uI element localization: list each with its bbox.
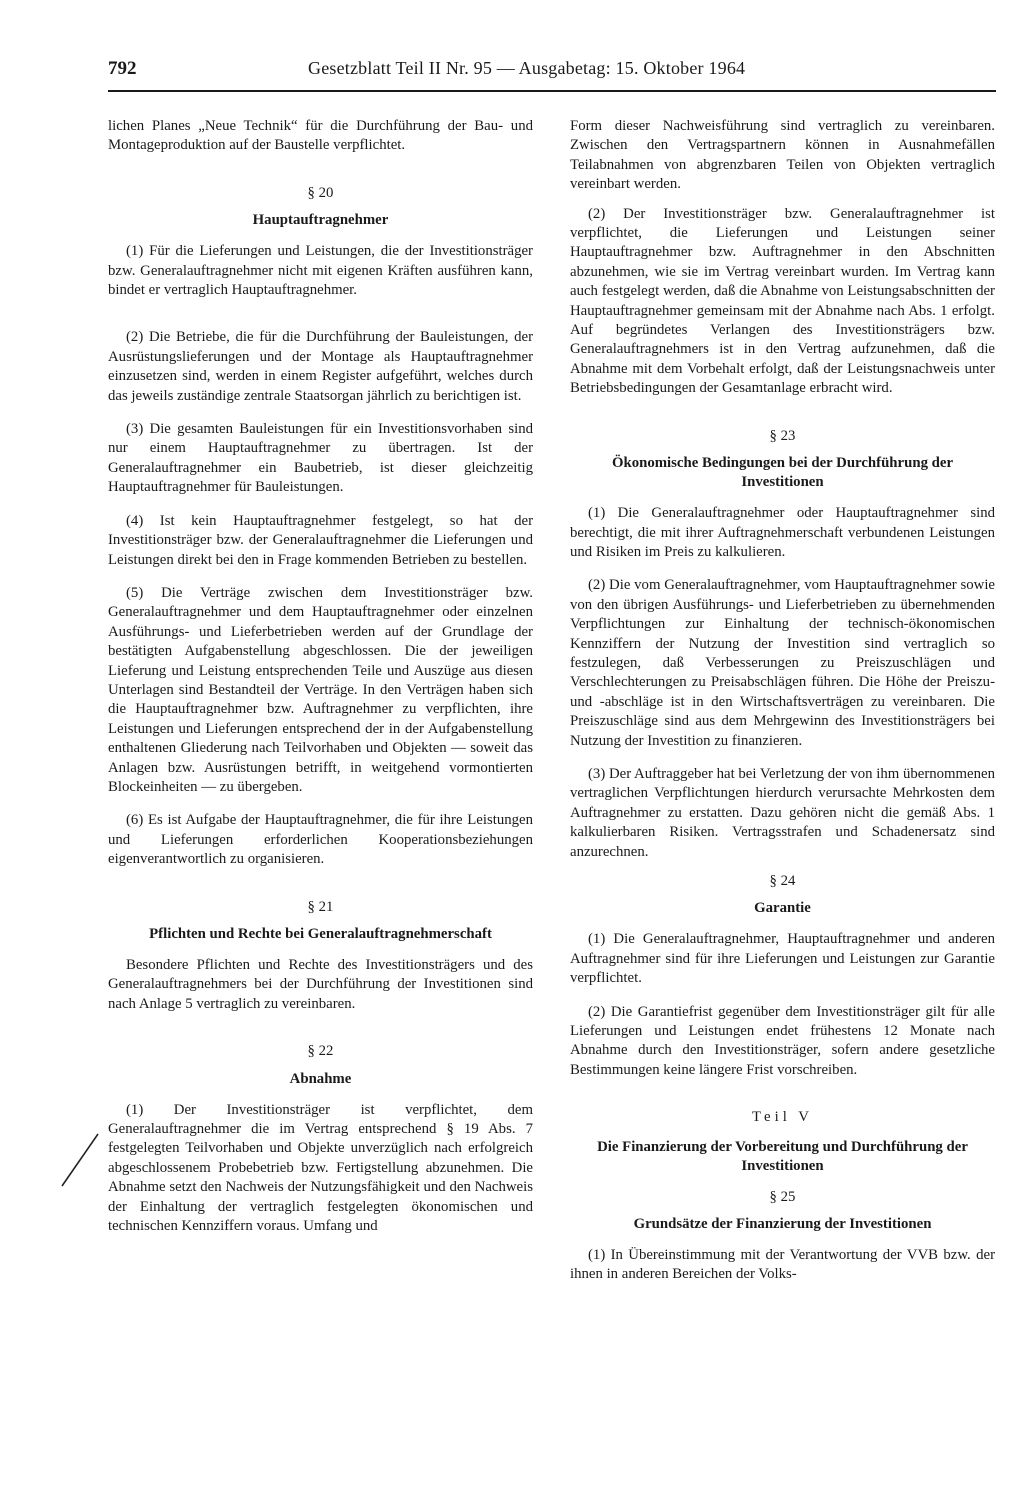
section-24-paragraph-1: (1) Die Generalauftragnehmer, Hauptauftragnehmer und anderen Auftragnehmer sind für ihre Lieferungen und Leistungen zur Garantie verpflichtet. — [570, 931, 995, 987]
section-25-title: Grundsätze der Finanzierung der Investitionen — [633, 1216, 932, 1233]
right-column — [570, 117, 995, 1285]
section-25-number: § 25 — [769, 1188, 796, 1205]
section-24-number: § 24 — [769, 873, 796, 889]
handwritten-margin-mark — [60, 1128, 120, 1188]
section-20-title: Hauptauftragnehmer — [252, 212, 389, 229]
section-21-title: Pflichten und Rechte bei Generalauftragnehmerschaft — [149, 926, 492, 942]
section-20-paragraph-1: (1) Für die Lieferungen und Leistungen, die der Investitionsträger bzw. Generalauftragnehmer nicht mit eigenen Kräften ausführen kann, bindet er vertraglich Hauptauftragnehmer. — [108, 243, 533, 299]
part-5-title: Die Finanzierung der Vorbereitung und Durchführung der Investitionen — [597, 1138, 968, 1174]
section-23-title: Ökonomische Bedingungen bei der Durchführung der Investitionen — [611, 455, 954, 491]
section-23-paragraph-1: (1) Die Generalauftragnehmer oder Hauptauftragnehmer sind berechtigt, die mit ihrer Auftragnehmerschaft verbundenen Leistungen und Risiken im Preis zu kalkulieren. — [570, 505, 995, 560]
section-22-paragraph-2: (2) Der Investitionsträger bzw. Generalauftragnehmer ist verpflichtet, die Lieferungen und Leistungen seiner Hauptauftragnehmer bzw. Auftragnehmer in den Abschnitten abzunehmen, wie sie im Vertrag vereinbart wurden. Im Vertrag kann auch festgelegt werden, daß die Abnahme von Leistungsabschnitten der Hauptauftragnehmer gemeinsam mit der Abnahme nach Abs. 1 erfolgt. Auf begründetes Verlangen des Investitionsträgers bzw. Generalauftragnehmers ist in den Vertrag aufzunehmen, daß die Abnahme mit dem Vorbehalt erfolgt, daß der Leistungsnachweis unter Betriebsbedingungen der Gesamtanlage erbracht wird. — [570, 205, 995, 397]
header-title: Gesetzblatt Teil II Nr. 95 — Ausgabetag: 15. Oktober 1964 — [308, 58, 746, 78]
page-number: 792 — [108, 58, 137, 79]
section-23-paragraph-2: (2) Die vom Generalauftragnehmer, vom Hauptauftragnehmer sowie von den übrigen Ausführungs- und Lieferbetrieben zu übernehmenden Verpflichtungen zur Einhaltung der technisch-ökonomischen Kennziffern der Nutzung der Investition sind vertraglich so festzulegen, daß Verbesserungen zu Preiszuschlägen und Verschlechterungen zu Preisabschlägen führen. Die Höhe der Preiszu- und -abschläge ist in den Wirtschaftsverträgen zu vereinbaren. Die Preiszuschläge sind aus dem Mehrgewinn des Investitionsträgers bei Nutzung der Investition zu finanzieren. — [570, 577, 995, 749]
header-rule — [108, 90, 996, 92]
section-23-paragraph-3: (3) Der Auftraggeber hat bei Verletzung der von ihm übernommenen vertraglichen Verpflichtungen hierdurch verursachte Mehrkosten dem Auftragnehmer zu erstatten. Dazu gehören nicht die gemäß Abs. 1 kalkulierbaren Risiken. Vertragsstrafen und Schadenersatz sind anzurechnen. — [570, 765, 995, 860]
section-22-title: Abnahme — [289, 1070, 352, 1087]
section-21-paragraph-1: Besondere Pflichten und Rechte des Investitionsträgers und des Generalauftragnehmers bei der Durchführung der Investitionen sind nach Anlage 5 vertraglich zu vereinbaren. — [108, 957, 533, 1012]
section-24-paragraph-2: (2) Die Garantiefrist gegenüber dem Investitionsträger gilt für alle Lieferungen und Leistungen endet frühestens 12 Monate nach Abnahme durch den Investitionsträger, sofern andere gesetzliche Bestimmungen keine längere Frist vorschreiben. — [570, 1003, 995, 1078]
section-22-paragraph-1-continued: Form dieser Nachweisführung sind vertraglich zu vereinbaren. Zwischen den Vertragspartnern können in Ausnahmefällen Teilabnahmen von abgrenzbaren Teilen von Objekten vertraglich vereinbart werden. — [570, 118, 995, 193]
section-22-paragraph-1: (1) Der Investitionsträger ist verpflichtet, dem Generalauftragnehmer die im Vertrag entsprechend § 19 Abs. 7 festgelegten Teilvorhaben und Objekte unverzüglich nach erfolgreich abgeschlossenem Probebetrieb bzw. Fertigstellung abzunehmen. Die Abnahme setzt den Nachweis der Nutzungsfähigkeit und den Nachweis der Einhaltung der vertraglich festgelegten ökonomischen und technischen Kennziffern voraus. Umfang und — [108, 1101, 533, 1235]
section-20-paragraph-6: (6) Es ist Aufgabe der Hauptauftragnehmer, die für ihre Leistungen und Lieferungen erforderlichen Kooperationsbeziehungen eigenverantwortlich zu organisieren. — [108, 812, 533, 868]
section-20-paragraph-5: (5) Die Verträge zwischen dem Investitionsträger bzw. Generalauftragnehmer und dem Hauptauftragnehmer oder einzelnen Ausführungs- und Lieferbetrieben werden auf der Grundlage der bestätigten Aufgabenstellung abgeschlossen. Die der jeweiligen Lieferung und Leistung entsprechenden Teile und Auszüge aus diesen Unterlagen sind Bestandteil der Verträge. In den Verträgen haben sich die Hauptauftragnehmer bzw. Auftragnehmer zu verpflichten, ihre Leistungen und Lieferungen entsprechend der in der Aufgabenstellung enthaltenen Gliederung nach Teilvorhaben und Objekten — soweit das Anlagen bzw. Ausrüstungen betrifft, in weitgehend vormontierten Blockeinheiten — zu übergeben. — [108, 584, 533, 795]
section-20-paragraph-2: (2) Die Betriebe, die für die Durchführung der Bauleistungen, der Ausrüstungslieferungen und der Montage als Hauptauftragnehmer einzusetzen sind, werden in einem Register aufgeführt, welches durch das jeweils zuständige zentrale Staatsorgan jährlich zu berichtigen ist. — [108, 329, 533, 404]
section-20-paragraph-4: (4) Ist kein Hauptauftragnehmer festgelegt, so hat der Investitionsträger bzw. der Generalauftragnehmer die Lieferungen und Leistungen direkt bei den in Frage kommenden Betrieben zu bestellen. — [108, 512, 533, 568]
intro-paragraph: lichen Planes „Neue Technik“ für die Durchführung der Bau- und Montageproduktion auf der Baustelle verpflichtet. — [108, 118, 533, 154]
left-column — [108, 117, 533, 1236]
page-header — [108, 58, 996, 88]
section-20-paragraph-3: (3) Die gesamten Bauleistungen für ein Investitionsvorhaben sind nur einem Hauptauftragnehmer zu übertragen. Ist der Generalauftragnehmer ein Baubetrieb, ist dieser gleichzeitig Hauptauftragnehmer für Bauleistungen. — [108, 421, 533, 496]
section-20-number: § 20 — [307, 184, 334, 201]
section-22-number: § 22 — [307, 1043, 334, 1060]
section-24-title: Garantie — [754, 900, 811, 917]
section-23-number: § 23 — [769, 427, 796, 444]
section-25-paragraph-1: (1) In Übereinstimmung mit der Verantwortung der VVB bzw. der ihnen in anderen Bereichen der Volks- — [570, 1247, 995, 1283]
part-5-label: Teil V — [752, 1109, 813, 1126]
section-21-number: § 21 — [307, 898, 334, 915]
